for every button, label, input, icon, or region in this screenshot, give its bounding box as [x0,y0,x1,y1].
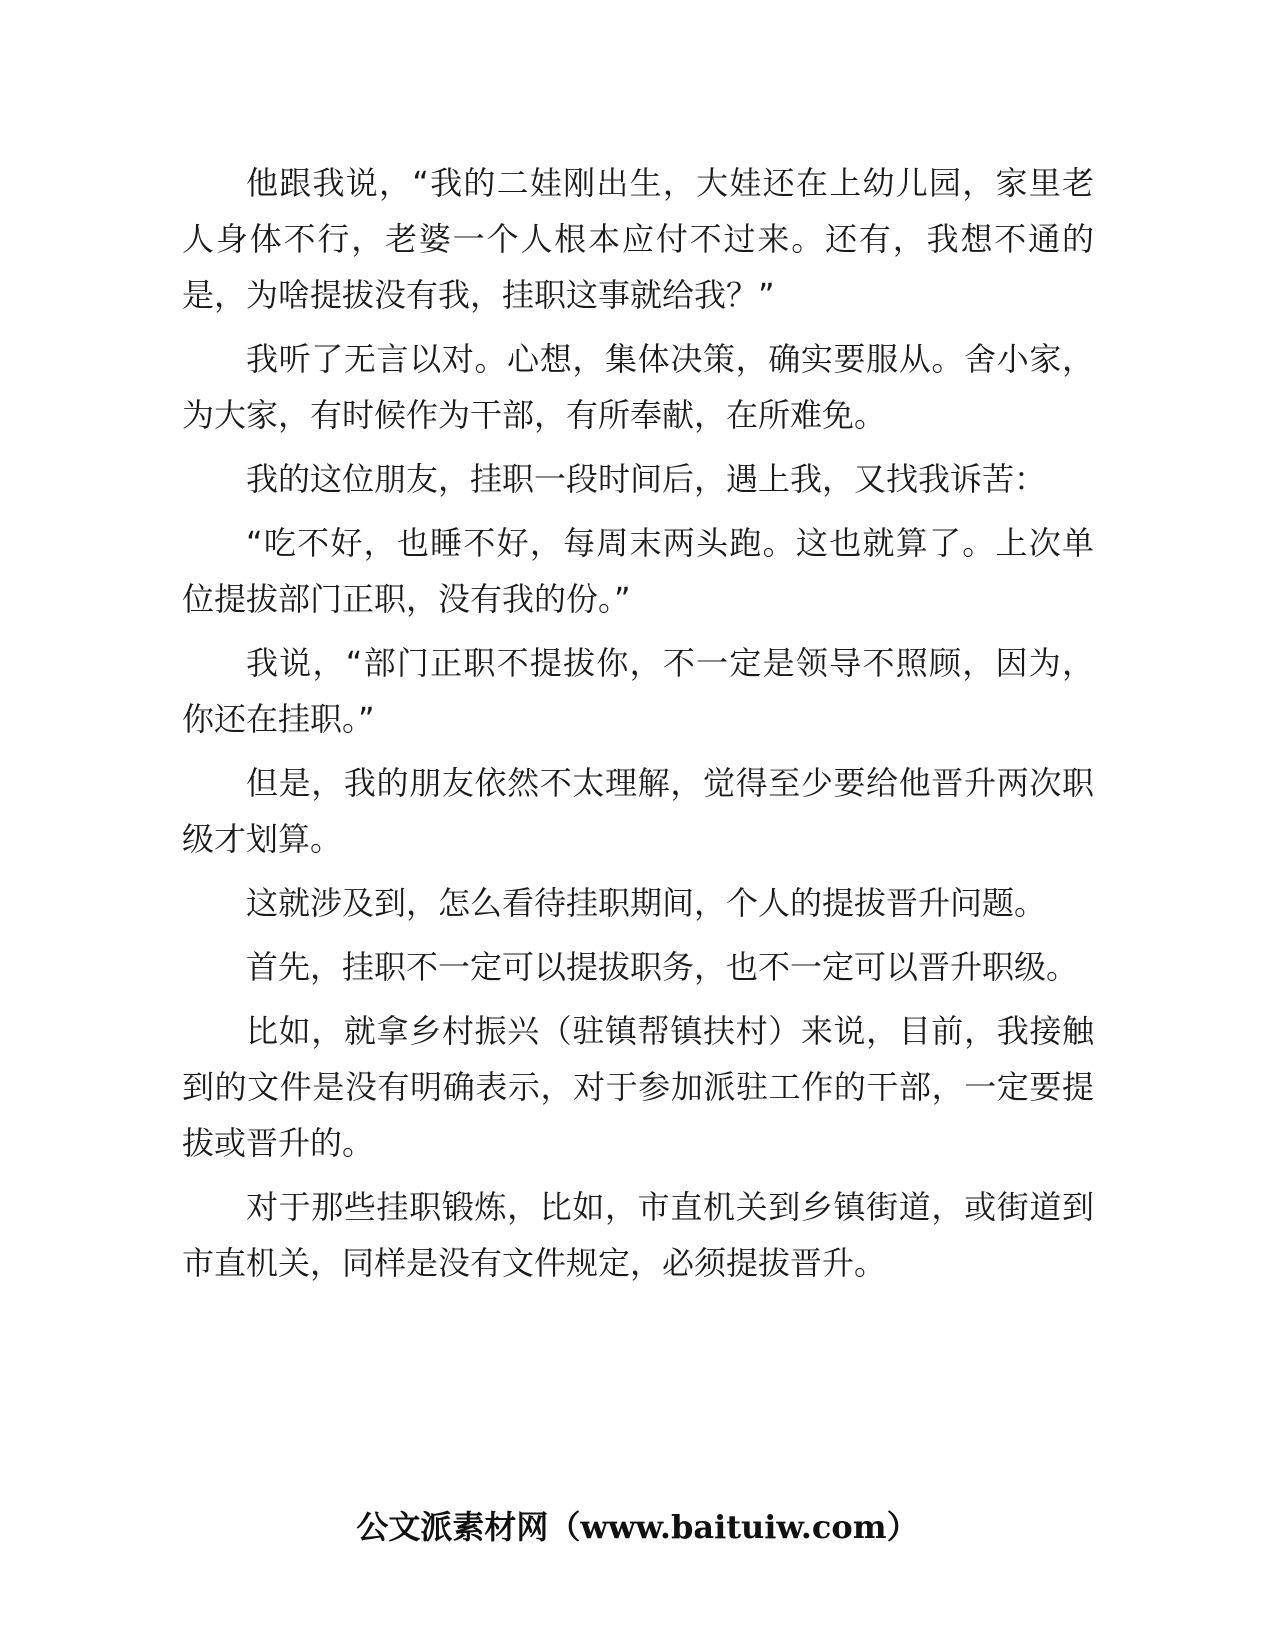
paragraph-6: 但是，我的朋友依然不太理解，觉得至少要给他晋升两次职级才划算。 [182,764,1094,858]
paragraph-1: 他跟我说，“我的二娃刚出生，大娃还在上幼儿园，家里老人身体不行，老婆一个人根本应付不过来。还有，我想不通的是，为啥提拔没有我，挂职这事就给我？” [182,164,1094,314]
paragraph-2: 我听了无言以对。心想，集体决策，确实要服从。舍小家，为大家，有时候作为干部，有所奉献，在所难免。 [182,340,1094,434]
paragraph-10: 对于那些挂职锻炼，比如，市直机关到乡镇街道，或街道到市直机关，同样是没有文件规定，必须提拔晋升。 [182,1188,1094,1282]
paragraph-4: “吃不好，也睡不好，每周末两头跑。这也就算了。上次单位提拔部门正职，没有我的份。” [182,524,1094,618]
paragraph-7: 这就涉及到，怎么看待挂职期间，个人的提拔晋升问题。 [246,884,1047,922]
document-body [182,155,1094,1299]
paragraph-5: 我说，“部门正职不提拔你，不一定是领导不照顾，因为，你还在挂职。” [182,644,1094,738]
paragraph-3: 我的这位朋友，挂职一段时间后，遇上我，又找我诉苦： [246,460,1047,498]
paragraph-9: 比如，就拿乡村振兴（驻镇帮镇扶村）来说，目前，我接触到的文件是没有明确表示，对于参加派驻工作的干部，一定要提拔或晋升的。 [182,1012,1094,1162]
paragraph-8: 首先，挂职不一定可以提拔职务，也不一定可以晋升职级。 [246,948,1079,986]
page-footer: 公文派素材网（www.baituiw.com） [356,1508,919,1546]
